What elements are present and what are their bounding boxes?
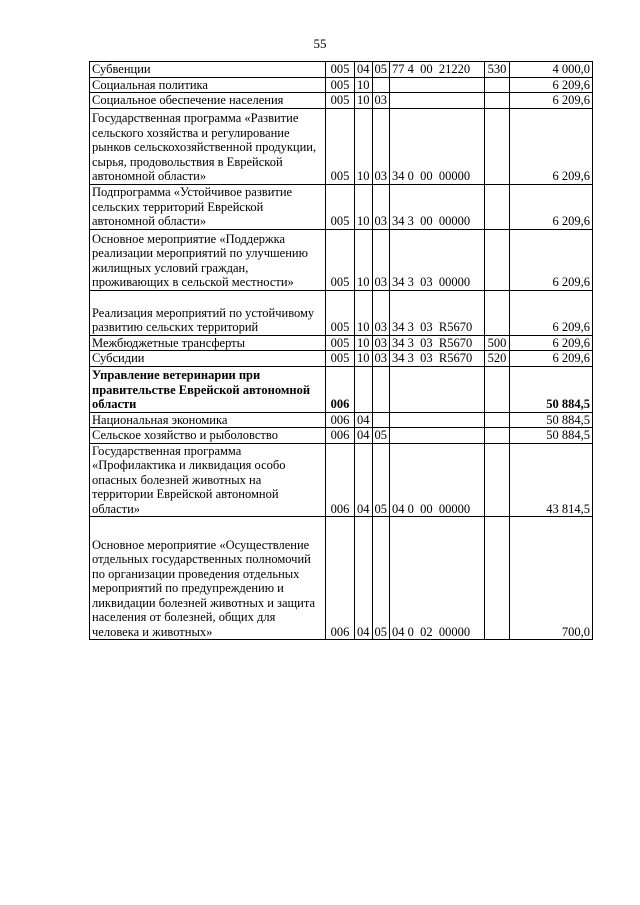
budget-table: [89, 61, 593, 640]
row-target-code: [390, 77, 485, 93]
row-amount: 50 884,5: [510, 428, 593, 444]
table-row: [90, 351, 593, 367]
row-target-code: 34 3 00 00000: [390, 184, 485, 229]
row-target-code: 34 0 00 00000: [390, 108, 485, 184]
row-subsection-code: 05: [372, 428, 390, 444]
row-amount: 6 209,6: [510, 77, 593, 93]
row-subsection-code: 03: [372, 93, 390, 109]
row-amount: 6 209,6: [510, 93, 593, 109]
row-ministry-code: 005: [326, 290, 355, 335]
row-section-code: 10: [355, 108, 373, 184]
table-row: [90, 428, 593, 444]
row-expense-type: 500: [485, 335, 510, 351]
row-expense-type: [485, 428, 510, 444]
row-section-code: 04: [355, 443, 373, 517]
row-ministry-code: 006: [326, 517, 355, 640]
row-amount: 6 209,6: [510, 290, 593, 335]
row-ministry-code: 006: [326, 443, 355, 517]
row-subsection-code: 03: [372, 184, 390, 229]
row-name: Межбюджетные трансферты: [90, 335, 326, 351]
row-expense-type: [485, 443, 510, 517]
row-name: Сельское хозяйство и рыболовство: [90, 428, 326, 444]
row-subsection-code: [372, 412, 390, 428]
row-section-code: 04: [355, 517, 373, 640]
row-subsection-code: 03: [372, 335, 390, 351]
row-ministry-code: 005: [326, 77, 355, 93]
table-row: [90, 108, 593, 184]
row-ministry-code: 006: [326, 412, 355, 428]
row-target-code: 34 3 03 R5670: [390, 335, 485, 351]
row-amount: 6 209,6: [510, 108, 593, 184]
row-amount: 50 884,5: [510, 366, 593, 412]
row-subsection-code: 03: [372, 290, 390, 335]
row-expense-type: 530: [485, 62, 510, 78]
row-expense-type: [485, 93, 510, 109]
row-section-code: 04: [355, 62, 373, 78]
row-name: Социальная политика: [90, 77, 326, 93]
row-expense-type: [485, 517, 510, 640]
row-ministry-code: 005: [326, 184, 355, 229]
row-target-code: [390, 428, 485, 444]
row-name: Подпрограмма «Устойчивое развитие сельских территорий Еврейской автономной области»: [90, 184, 326, 229]
row-ministry-code: 005: [326, 229, 355, 290]
row-name: Управление ветеринарии при правительстве Еврейской автономной области: [90, 366, 326, 412]
row-name: Основное мероприятие «Поддержка реализации мероприятий по улучшению жилищных условий граждан, проживающих в сельской местности»: [90, 229, 326, 290]
row-amount: 6 209,6: [510, 184, 593, 229]
row-section-code: 04: [355, 412, 373, 428]
row-subsection-code: [372, 366, 390, 412]
page-number: 55: [313, 36, 327, 51]
row-name: Государственная программа «Развитие сельского хозяйства и регулирование рынков сельскохозяйственной продукции, сырья, продовольствия в Еврейской автономной области»: [90, 108, 326, 184]
row-name: Государственная программа «Профилактика и ликвидация особо опасных болезней животных на территории Еврейской автономной области»: [90, 443, 326, 517]
table-row: [90, 290, 593, 335]
row-section-code: 10: [355, 351, 373, 367]
row-amount: 700,0: [510, 517, 593, 640]
table-row: [90, 93, 593, 109]
row-subsection-code: [372, 77, 390, 93]
table-row: [90, 62, 593, 78]
row-expense-type: [485, 108, 510, 184]
table-row: [90, 335, 593, 351]
row-section-code: 10: [355, 77, 373, 93]
row-target-code: [390, 366, 485, 412]
row-target-code: 34 3 03 R5670: [390, 351, 485, 367]
row-subsection-code: 05: [372, 443, 390, 517]
row-expense-type: [485, 412, 510, 428]
row-name: Национальная экономика: [90, 412, 326, 428]
row-target-code: 77 4 00 21220: [390, 62, 485, 78]
row-ministry-code: 005: [326, 108, 355, 184]
row-name: Основное мероприятие «Осуществление отдельных государственных полномочий по организации проведения отдельных мероприятий по предупреждению и ликвидации болезней животных и защита населения от болезней, общих для человека и животных»: [90, 517, 326, 640]
row-section-code: 04: [355, 428, 373, 444]
row-ministry-code: 005: [326, 351, 355, 367]
row-ministry-code: 005: [326, 93, 355, 109]
row-expense-type: [485, 184, 510, 229]
table-row: [90, 412, 593, 428]
row-name: Субсидии: [90, 351, 326, 367]
row-target-code: 34 3 03 00000: [390, 229, 485, 290]
table-row: [90, 366, 593, 412]
row-target-code: 34 3 03 R5670: [390, 290, 485, 335]
row-name: Социальное обеспечение населения: [90, 93, 326, 109]
table-row: [90, 77, 593, 93]
row-expense-type: 520: [485, 351, 510, 367]
row-name: Реализация мероприятий по устойчивому развитию сельских территорий: [90, 290, 326, 335]
row-amount: 6 209,6: [510, 229, 593, 290]
row-target-code: [390, 93, 485, 109]
row-subsection-code: 05: [372, 62, 390, 78]
row-section-code: 10: [355, 335, 373, 351]
row-subsection-code: 03: [372, 229, 390, 290]
row-expense-type: [485, 77, 510, 93]
row-target-code: [390, 412, 485, 428]
row-section-code: 10: [355, 93, 373, 109]
table-row: [90, 443, 593, 517]
row-subsection-code: 03: [372, 108, 390, 184]
table-row: [90, 184, 593, 229]
row-amount: 43 814,5: [510, 443, 593, 517]
row-subsection-code: 03: [372, 351, 390, 367]
row-subsection-code: 05: [372, 517, 390, 640]
table-row: [90, 229, 593, 290]
row-section-code: 10: [355, 184, 373, 229]
row-target-code: 04 0 00 00000: [390, 443, 485, 517]
table-row: [90, 517, 593, 640]
row-section-code: 10: [355, 229, 373, 290]
row-ministry-code: 006: [326, 366, 355, 412]
row-section-code: 10: [355, 290, 373, 335]
row-expense-type: [485, 290, 510, 335]
row-section-code: [355, 366, 373, 412]
row-expense-type: [485, 229, 510, 290]
row-amount: 6 209,6: [510, 335, 593, 351]
row-expense-type: [485, 366, 510, 412]
row-ministry-code: 005: [326, 335, 355, 351]
row-ministry-code: 006: [326, 428, 355, 444]
row-target-code: 04 0 02 00000: [390, 517, 485, 640]
row-amount: 4 000,0: [510, 62, 593, 78]
row-name: Субвенции: [90, 62, 326, 78]
row-ministry-code: 005: [326, 62, 355, 78]
row-amount: 6 209,6: [510, 351, 593, 367]
row-amount: 50 884,5: [510, 412, 593, 428]
